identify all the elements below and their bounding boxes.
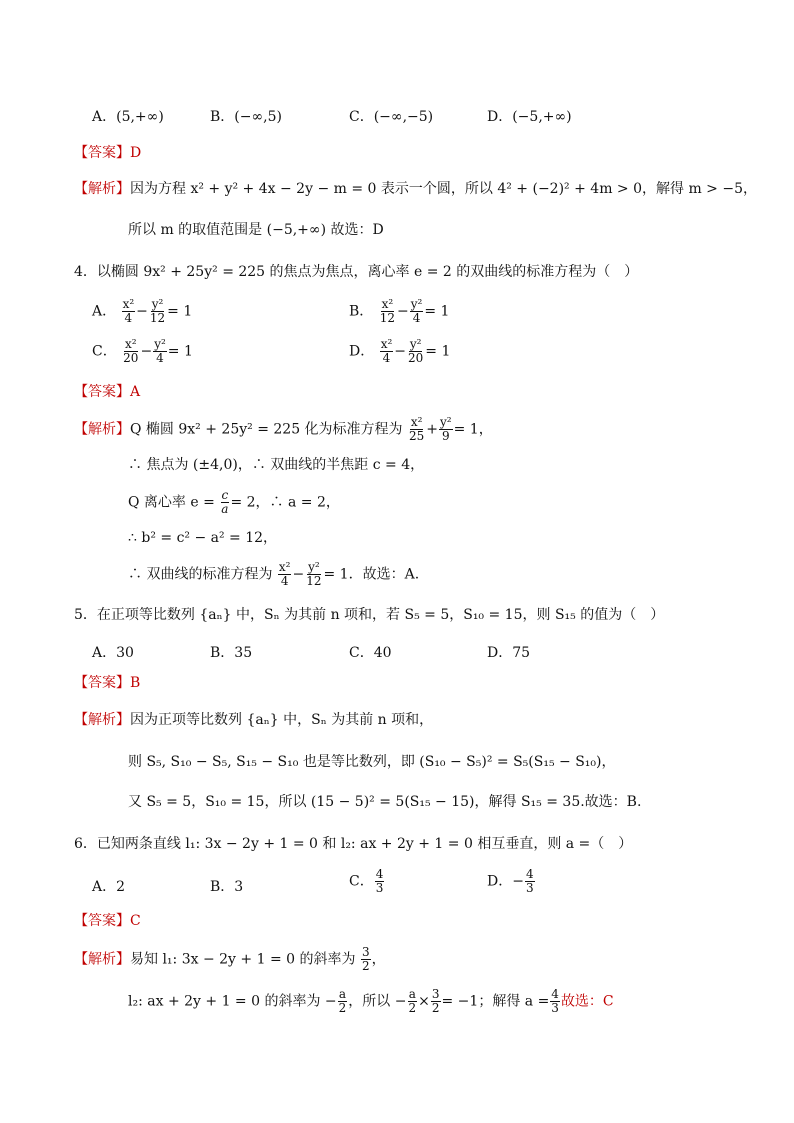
q6-analysis-line-2: l₂: ax + 2y + 1 = 0 的斜率为 − $\frac{a}{2}$ ，所以 − $\frac{a}{2}$ × $\frac{3}{2}$ = −1；解得 a = $\frac{4}{3}$ 故选：C <box>128 987 614 1015</box>
q6-answer <box>74 911 141 931</box>
q4-option-a: A． $\frac{\text{x²}}{4}$ − $\frac{\text{y²}}{12}$ = 1 <box>92 297 193 325</box>
q4-answer <box>74 382 140 402</box>
q6-option-c: C． $\frac{4}{3}$ <box>349 867 384 895</box>
answer-value: C <box>130 913 141 929</box>
q4-stem: 4．以椭圆 9x² + 25y² = 225 的焦点为焦点，离心率 e = 2 的双曲线的标准方程为（ ） <box>74 264 639 280</box>
q4-analysis-line-5: ∴ 双曲线的标准方程为 $\frac{\text{x²}}{4}$ − $\frac{\text{y²}}{12}$ = 1．故选：A. <box>128 560 420 588</box>
q4-option-c: C． $\frac{\text{x²}}{20}$ − $\frac{\text{y²}}{4}$ = 1 <box>92 337 193 365</box>
q5-option-a: A．30 <box>92 645 134 661</box>
analysis-tag: 【解析】 <box>74 181 130 197</box>
analysis-tag: 【解析】 <box>74 421 130 438</box>
answer-tag: 【答案】 <box>74 384 130 400</box>
q6-option-b: B．3 <box>210 879 244 895</box>
q6-analysis-line-1: 【解析】易知 l₁: 3x − 2y + 1 = 0 的斜率为 $\frac{3}{2}$ ， <box>74 945 386 973</box>
q3-option-d: D．(−5,+∞) <box>487 109 572 125</box>
q4-analysis-line-1: 【解析】Q 椭圆 9x² + 25y² = 225 化为标准方程为 $\frac{\text{x²}}{25}$ + $\frac{\text{y²}}{9}$ = 1， <box>74 415 493 443</box>
q3-analysis-line-2: 所以 m 的取值范围是 (−5,+∞) 故选：D <box>128 222 384 238</box>
analysis-text: 因为方程 x² + y² + 4x − 2y − m = 0 表示一个圆，所以 4² + (−2)² + 4m > 0，解得 m > −5， <box>130 181 758 197</box>
q6-option-d: D．− $\frac{4}{3}$ <box>487 867 534 895</box>
q4-option-b: B． $\frac{\text{x²}}{12}$ − $\frac{\text{y²}}{4}$ = 1 <box>349 297 450 325</box>
q5-analysis-line-3: 又 S₅ = 5，S₁₀ = 15，所以 (15 − 5)² = 5(S₁₅ − 15)，解得 S₁₅ = 35.故选：B. <box>128 794 642 810</box>
q3-answer <box>74 143 141 163</box>
q5-analysis-line-1: 【解析】因为正项等比数列 {aₙ} 中，Sₙ 为其前 n 项和， <box>74 712 434 728</box>
q6-stem: 6．已知两条直线 l₁: 3x − 2y + 1 = 0 和 l₂: ax + 2y + 1 = 0 相互垂直，则 a =（ ） <box>74 836 633 852</box>
q3-option-c: C．(−∞,−5) <box>349 109 434 125</box>
q5-answer <box>74 673 140 693</box>
q5-option-b: B．35 <box>210 645 253 661</box>
q4-option-d: D． $\frac{\text{x²}}{4}$ − $\frac{\text{y²}}{20}$ = 1 <box>349 337 451 365</box>
answer-tag: 【答案】 <box>74 145 130 161</box>
answer-tag: 【答案】 <box>74 675 130 691</box>
q4-analysis-line-2: ∴ 焦点为 (±4,0)，∴ 双曲线的半焦距 c = 4， <box>128 457 425 473</box>
analysis-tag: 【解析】 <box>74 712 130 728</box>
analysis-tag: 【解析】 <box>74 951 130 968</box>
answer-value: B <box>130 675 141 691</box>
answer-value: A <box>130 384 141 400</box>
q4-analysis-line-3: Q 离心率 e = $\frac{c}{a}$ = 2，∴ a = 2， <box>128 488 340 516</box>
q6-option-a: A．2 <box>92 879 126 895</box>
q3-option-b: B．(−∞,5) <box>210 109 282 125</box>
q5-stem: 5．在正项等比数列 {aₙ} 中，Sₙ 为其前 n 项和，若 S₅ = 5，S₁₀ = 15，则 S₁₅ 的值为（ ） <box>74 607 665 623</box>
q4-analysis-line-4: ∴ b² = c² − a² = 12， <box>128 530 278 546</box>
q5-analysis-line-2: 则 S₅, S₁₀ − S₅, S₁₅ − S₁₀ 也是等比数列，即 (S₁₀ − S₅)² = S₅(S₁₅ − S₁₀)， <box>128 754 616 770</box>
answer-value: D <box>130 145 142 161</box>
q3-option-a: A．(5,+∞) <box>92 109 164 125</box>
answer-tag: 【答案】 <box>74 913 130 929</box>
q5-option-c: C．40 <box>349 645 392 661</box>
q5-option-d: D．75 <box>487 645 531 661</box>
q3-analysis-line-1 <box>74 179 757 199</box>
